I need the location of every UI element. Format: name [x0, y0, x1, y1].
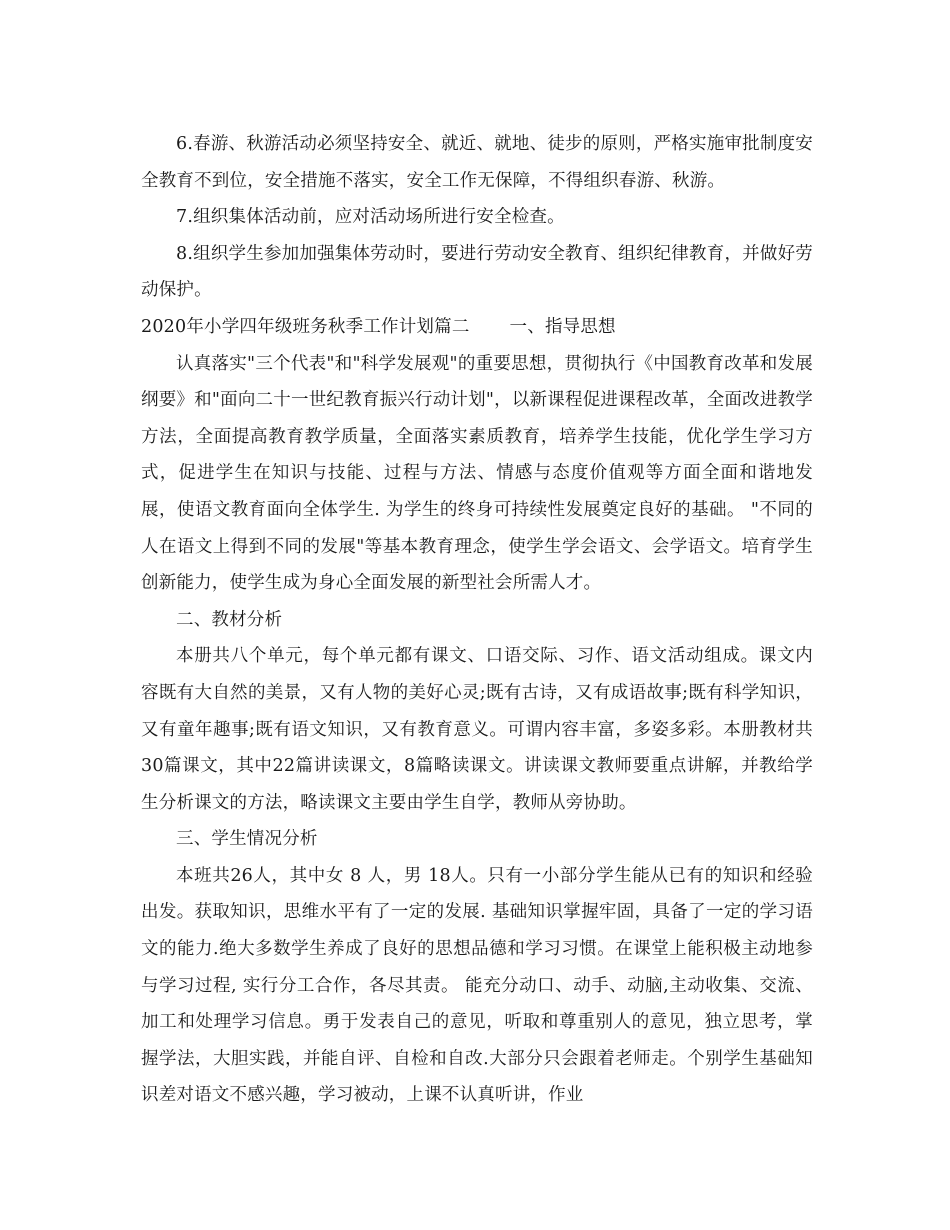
section-heading-guiding-ideology: 一、指导思想: [509, 316, 616, 337]
paragraph-activity-safety-check: 7.组织集体活动前，应对活动场所进行安全检查。: [176, 207, 565, 228]
document-body: [141, 126, 813, 1114]
paragraph-student-analysis: 本班共26人，其中女 8 人，男 18人。只有一小部分学生能从已有的知识和经验出发。获取知识，思维水平有了一定的发展. 基础知识掌握牢固，具备了一定的学习语文的能力.绝大多数学生养成了良好的思想品德和学习习惯。在课堂上能积极主动地参与学习过程, 实行分工合作，各尽其责。 能充分动口、动手、动脑,主动收集、交流、加工和处理学习信息。勇于发表自己的意见，听取和尊重别人的意见，独立思考，掌握学法，大胆实践，并能自评、自检和自改.大部分只会跟着老师走。个别学生基础知识差对语文不感兴趣，学习被动，上课不认真听讲，作业: [141, 865, 813, 1106]
section-heading-textbook-analysis: 二、教材分析: [176, 609, 283, 630]
paragraph-spring-autumn-outing: 6.春游、秋游活动必须坚持安全、就近、就地、徒步的原则，严格实施审批制度安全教育不到位，安全措施不落实，安全工作无保障，不得组织春游、秋游。: [141, 134, 813, 191]
document-title: 2020年小学四年级班务秋季工作计划篇二: [141, 316, 470, 337]
paragraph-guiding-ideology: 认真落实"三个代表"和"科学发展观"的重要思想，贯彻执行《中国教育改革和发展纲要》和"面向二十一世纪教育振兴行动计划"，以新课程促进课程改革，全面改进教学方法，全面提高教育教学质量，全面落实素质教育，培养学生技能，优化学生学习方式，促进学生在知识与技能、过程与方法、情感与态度价值观等方面全面和谐地发展，使语文教育面向全体学生. 为学生的终身可持续性发展奠定良好的基础。 "不同的人在语文上得到不同的发展"等基本教育理念，使学生学会语文、会学语文。培育学生创新能力，使学生成为身心全面发展的新型社会所需人才。: [141, 353, 813, 594]
paragraph-textbook-analysis: 本册共八个单元，每个单元都有课文、口语交际、习作、语文活动组成。课文内容既有大自然的美景，又有人物的美好心灵;既有古诗，又有成语故事;既有科学知识，又有童年趣事;既有语文知识，又有教育意义。可谓内容丰富，多姿多彩。本册教材共30篇课文，其中22篇讲读课文，8篇略读课文。讲读课文教师要重点讲解，并教给学生分析课文的方法，略读课文主要由学生自学，教师从旁协助。: [141, 646, 813, 813]
section-heading-student-analysis: 三、学生情况分析: [176, 829, 318, 850]
paragraph-labor-safety: 8.组织学生参加加强集体劳动时，要进行劳动安全教育、组织纪律教育，并做好劳动保护。: [141, 243, 813, 301]
document-title-line: [141, 309, 813, 346]
